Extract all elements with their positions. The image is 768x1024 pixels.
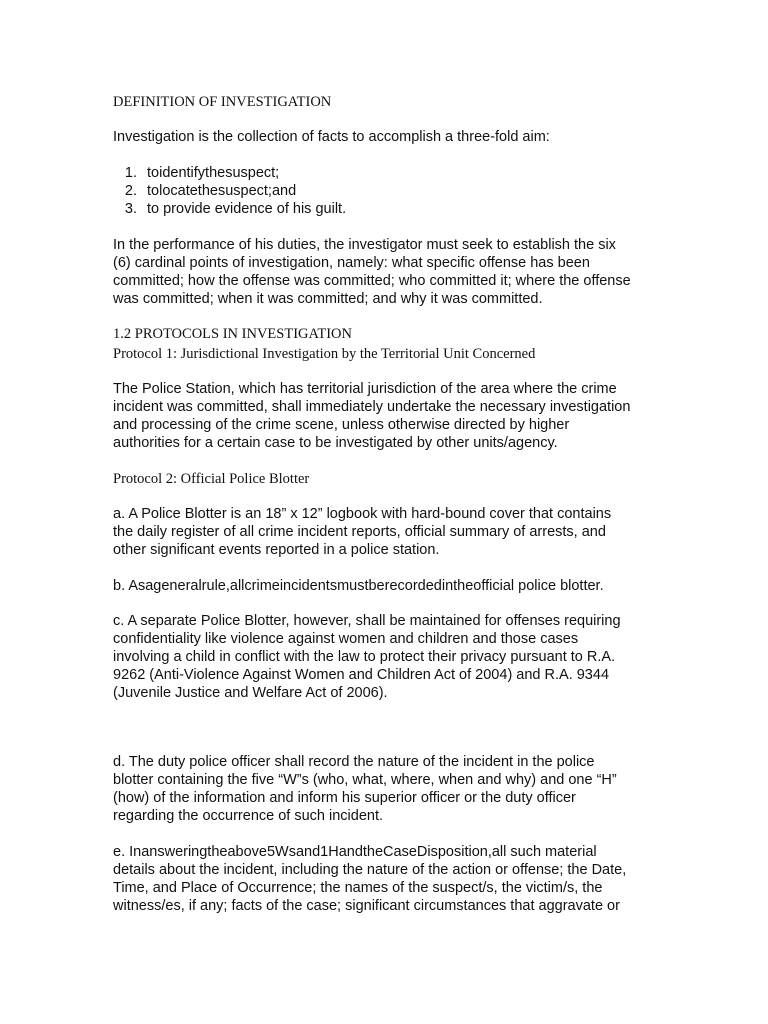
paragraph-line: blotter containing the five “W”s (who, what, where, when and why) and one “H” (113, 772, 617, 788)
paragraph-line: The Police Station, which has territorial jurisdiction of the area where the crime (113, 381, 617, 397)
paragraph-line: e. Inansweringtheabove5Wsand1HandtheCaseDisposition,all such material (113, 844, 597, 860)
paragraph-line: b. Asageneralrule,allcrimeincidentsmustberecordedintheofficial police blotter. (113, 578, 604, 594)
paragraph-line: involving a child in conflict with the law to protect their privacy pursuant to R.A. (113, 649, 616, 665)
list-item (113, 200, 346, 218)
paragraph-line: authorities for a certain case to be investigated by other units/agency. (113, 435, 558, 451)
paragraph-line: incident was committed, shall immediately undertake the necessary investigation (113, 399, 631, 415)
paragraph-line: d. The duty police officer shall record the nature of the incident in the police (113, 754, 595, 770)
document-heading: DEFINITION OF INVESTIGATION (113, 94, 332, 110)
paragraph-line: (how) of the information and inform his superior officer or the duty officer (113, 790, 576, 806)
paragraph-line: details about the incident, including the nature of the action or offense; the Date, (113, 862, 627, 878)
paragraph-line: was committed; when it was committed; and why it was committed. (113, 291, 543, 307)
paragraph-line: and processing of the crime scene, unless otherwise directed by higher (113, 417, 570, 433)
paragraph-line: (6) cardinal points of investigation, namely: what specific offense has been (113, 255, 590, 271)
paragraph-line: In the performance of his duties, the investigator must seek to establish the six (113, 237, 616, 253)
paragraph-line: committed; how the offense was committed; who committed it; where the offense (113, 273, 631, 289)
list-number: 1. (124, 165, 137, 181)
intro-paragraph: Investigation is the collection of facts to accomplish a three-fold aim: (113, 129, 550, 145)
paragraph-line: (Juvenile Justice and Welfare Act of 2006). (113, 685, 388, 701)
list-number: 3. (124, 201, 137, 217)
paragraph-line: c. A separate Police Blotter, however, shall be maintained for offenses requiring (113, 613, 621, 629)
section-heading: 1.2 PROTOCOLS IN INVESTIGATION (113, 326, 352, 342)
paragraph-line: the daily register of all crime incident reports, official summary of arrests, and (113, 524, 606, 540)
list-text: toidentifythesuspect; (147, 165, 280, 181)
protocol-1-title: Protocol 1: Jurisdictional Investigation by the Territorial Unit Concerned (113, 346, 536, 362)
paragraph-line: 9262 (Anti-Violence Against Women and Children Act of 2004) and R.A. 9344 (113, 667, 610, 683)
paragraph-line: a. A Police Blotter is an 18” x 12” logbook with hard-bound cover that contains (113, 506, 612, 522)
list-number: 2. (124, 183, 137, 199)
list-item (113, 164, 279, 182)
paragraph-line: Time, and Place of Occurrence; the names of the suspect/s, the victim/s, the (113, 880, 603, 896)
paragraph-line: other significant events reported in a police station. (113, 542, 440, 558)
list-item (113, 182, 296, 200)
list-text: tolocatethesuspect;and (147, 183, 297, 199)
protocol-2-title: Protocol 2: Official Police Blotter (113, 471, 310, 487)
paragraph-line: witness/es, if any; facts of the case; significant circumstances that aggravate or (113, 898, 620, 914)
paragraph-line: regarding the occurrence of such incident. (113, 808, 384, 824)
list-text: to provide evidence of his guilt. (147, 201, 347, 217)
paragraph-line: confidentiality like violence against women and children and those cases (113, 631, 579, 647)
